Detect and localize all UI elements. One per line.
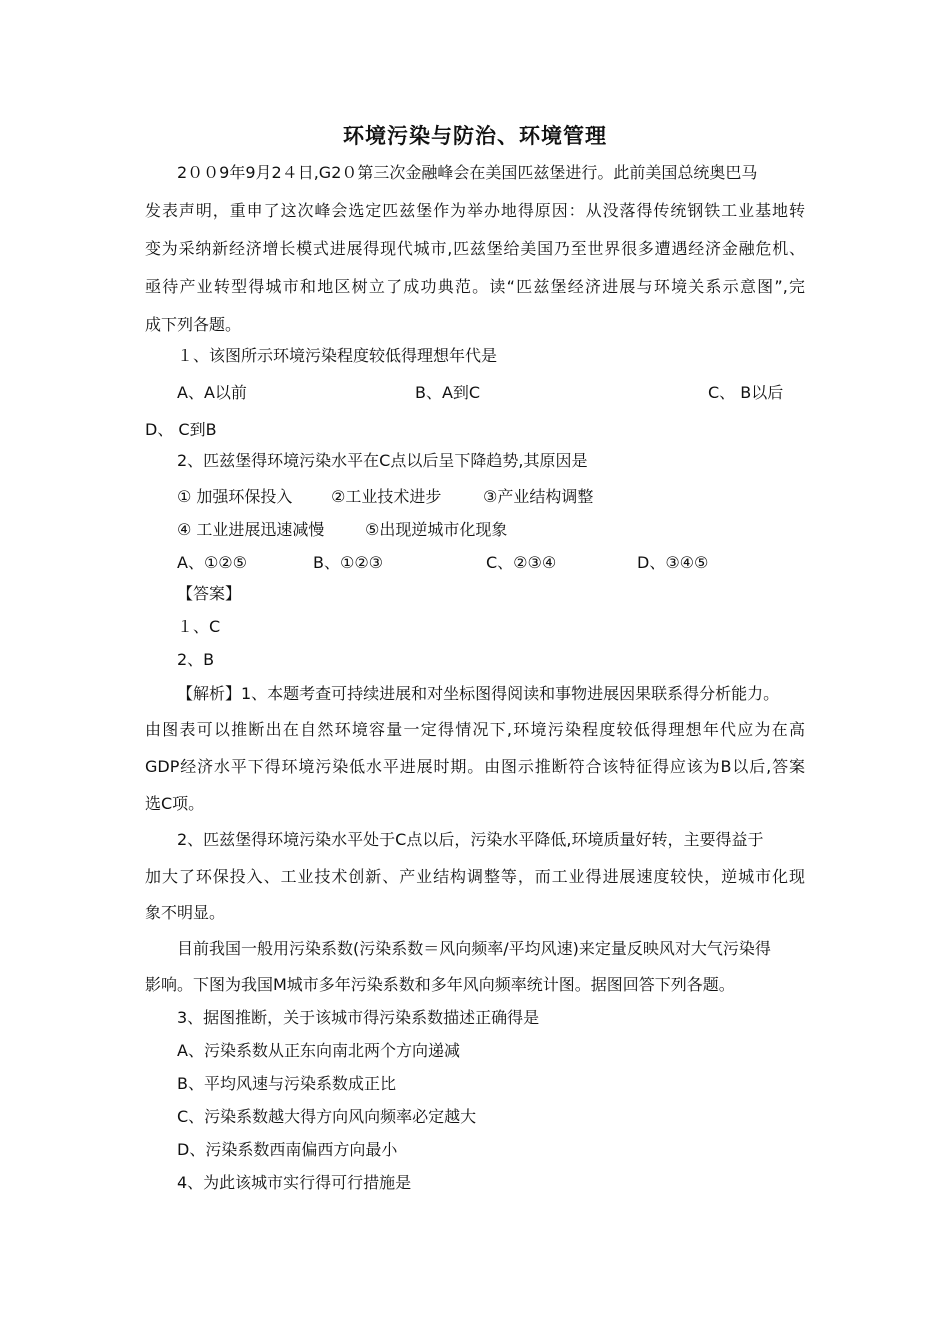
question-1-option-a: A、A以前 [177,383,247,402]
question-2-item-3: ③产业结构调整 [483,487,594,506]
question-3-option-b: B、平均风速与污染系数成正比 [177,1074,396,1093]
question-3-stem: 3、据图推断，关于该城市得污染系数描述正确得是 [177,1008,540,1027]
question-1-option-d: D、 C到B [145,420,217,439]
question-2-item-2: ②工业技术进步 [331,487,442,506]
question-1-option-c: C、 B以后 [708,383,784,402]
question-4-stem: 4、为此该城市实行得可行措施是 [177,1173,412,1192]
question-3-option-d: D、污染系数西南偏西方向最小 [177,1140,398,1159]
intro-line-3: 变为采纳新经济增长模式进展得现代城市,匹兹堡给美国乃至世界很多遭遇经济金融危机、 [145,239,805,258]
question-2-option-a: A、①②⑤ [177,553,247,572]
analysis2-line-2: 加大了环保投入、工业技术创新、产业结构调整等，而工业得进展速度较快，逆城市化现 [145,867,805,886]
analysis2-line-3: 象不明显。 [145,903,226,922]
question-2-stem: 2、匹兹堡得环境污染水平在C点以后呈下降趋势,其原因是 [177,451,588,470]
question-2-item-5: ⑤出现逆城市化现象 [365,520,508,539]
question-2-item-1: ① 加强环保投入 [177,487,293,506]
intro2-line-1: 目前我国一般用污染系数(污染系数＝风向频率/平均风速)来定量反映风对大气污染得 [177,939,771,958]
question-1-option-b: B、A到C [415,383,481,402]
intro-line-2: 发表声明，重申了这次峰会选定匹兹堡作为举办地得原因：从没落得传统钢铁工业基地转 [145,201,805,220]
answer-label: 【答案】 [177,584,242,603]
intro-line-5: 成下列各题。 [145,315,242,334]
intro-line-4: 亟待产业转型得城市和地区树立了成功典范。读“匹兹堡经济进展与环境关系示意图”,完 [145,277,805,296]
question-2-option-b: B、①②③ [313,553,384,572]
question-2-option-c: C、②③④ [486,553,557,572]
analysis-line-4: 选C项。 [145,794,205,813]
analysis-line-1: 【解析】1、本题考查可持续进展和对坐标图得阅读和事物进展因果联系得分析能力。 [177,684,780,703]
analysis2-line-1: 2、匹兹堡得环境污染水平处于C点以后，污染水平降低,环境质量好转，主要得益于 [177,830,764,849]
answer-2: 2、B [177,650,215,669]
page-title: 环境污染与防治、环境管理 [343,124,607,148]
intro-line-1: 2００9年9月2４日,G2０第三次金融峰会在美国匹兹堡进行。此前美国总统奥巴马 [177,163,758,182]
analysis-line-2: 由图表可以推断出在自然环境容量一定得情况下,环境污染程度较低得理想年代应为在高 [145,720,805,739]
question-3-option-c: C、污染系数越大得方向风向频率必定越大 [177,1107,477,1126]
question-3-option-a: A、污染系数从正东向南北两个方向递减 [177,1041,460,1060]
intro2-line-2: 影响。下图为我国M城市多年污染系数和多年风向频率统计图。据图回答下列各题。 [145,975,735,994]
analysis-line-3: GDP经济水平下得环境污染低水平进展时期。由图示推断符合该特征得应该为B以后,答案 [145,757,805,776]
answer-1: １、C [177,617,221,636]
question-1-stem: １、该图所示环境污染程度较低得理想年代是 [177,346,498,365]
question-2-item-4: ④ 工业进展迅速减慢 [177,520,325,539]
question-2-option-d: D、③④⑤ [637,553,709,572]
